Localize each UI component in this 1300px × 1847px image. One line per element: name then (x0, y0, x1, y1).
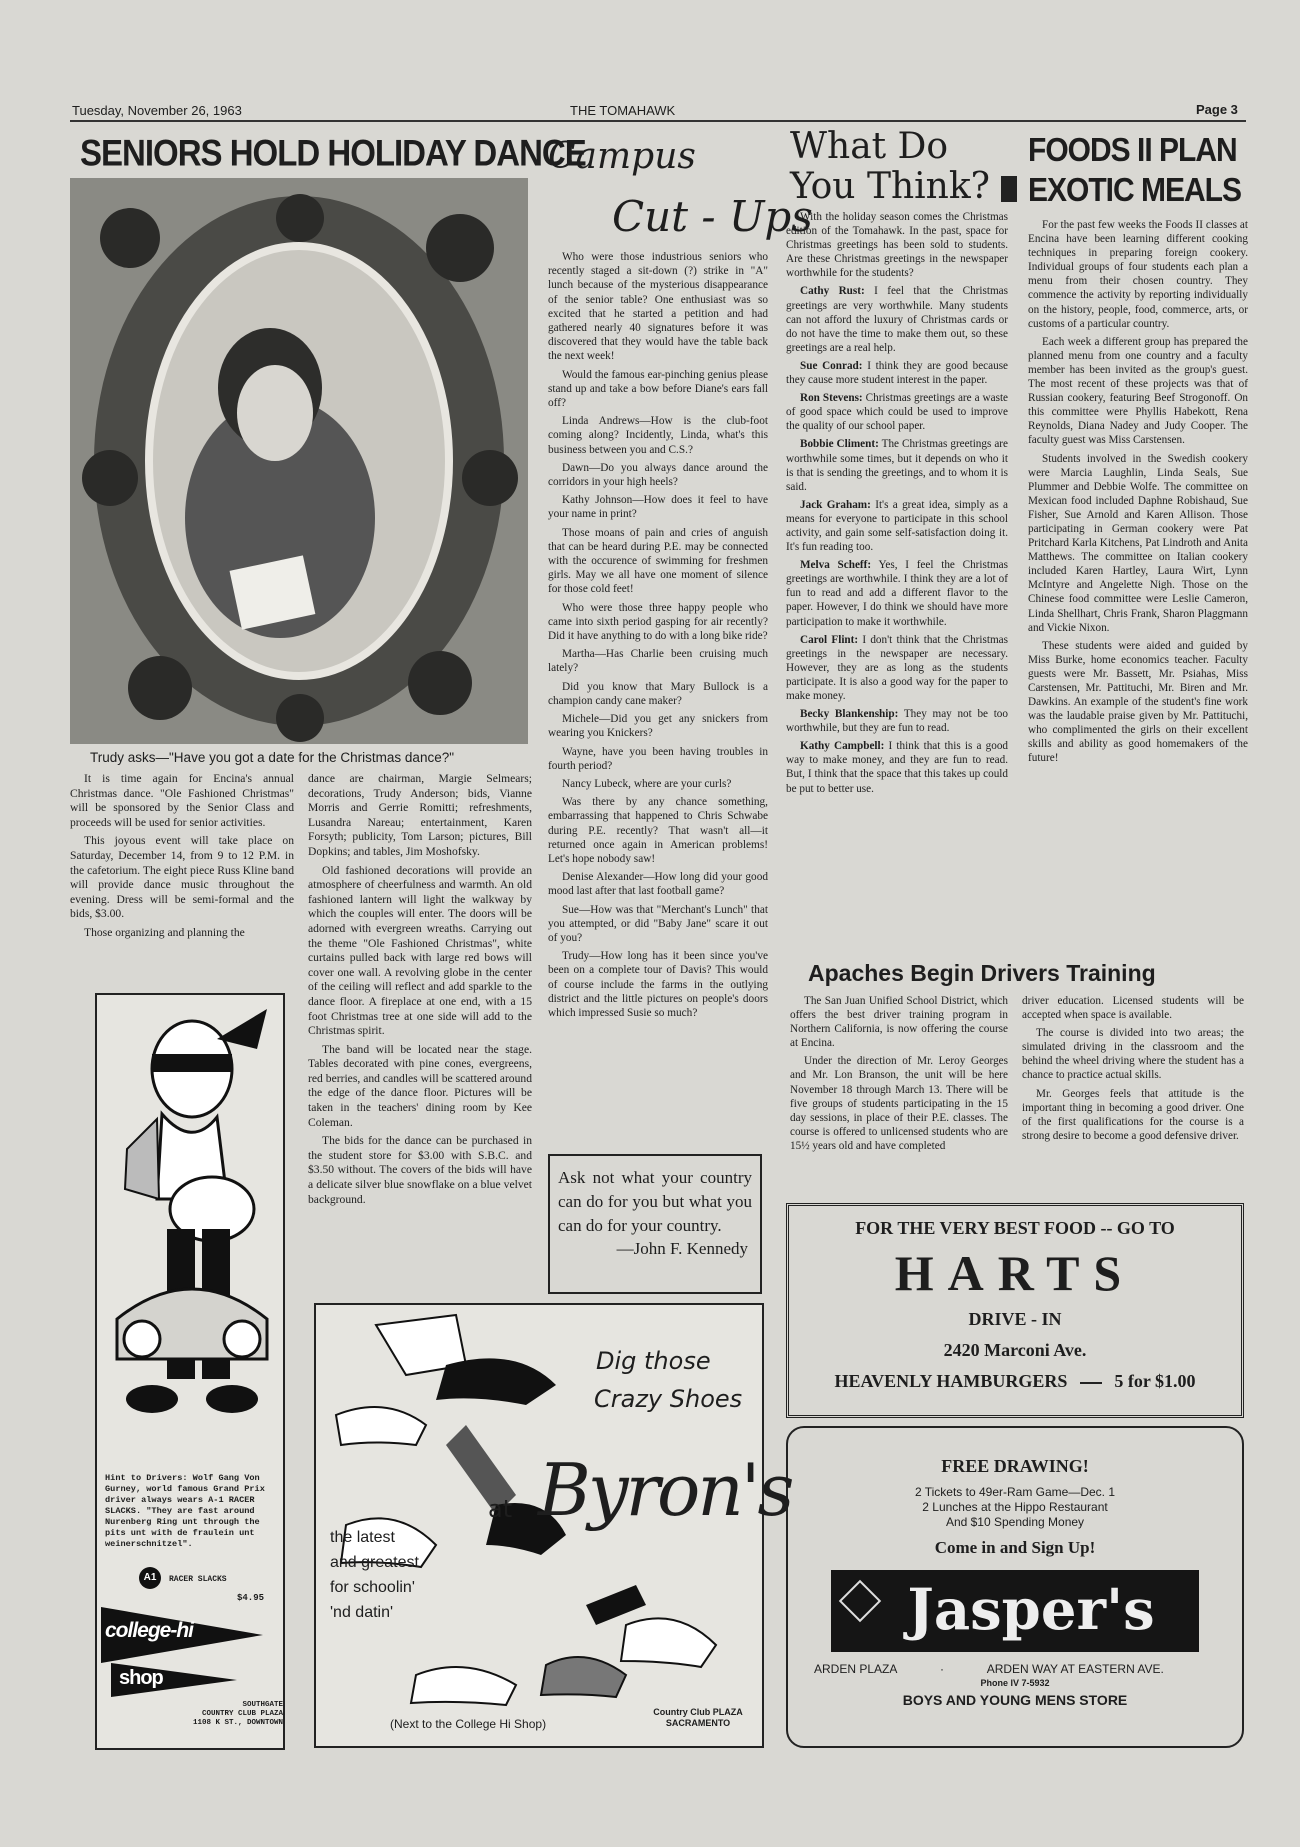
seniors-para: The band will be located near the stage. Tables decorated with pine cones, evergreens, red berries, and candles will be scattered around the edge of the dance floor. Pictures will be taken in the teachers' dining room by Kee Coleman. (308, 1042, 532, 1129)
jaspers-logo: Jasper's (907, 1577, 1155, 1643)
seniors-para: The bids for the dance can be purchased in the student store for $3.00 with S.B.C. and $3.50 without. The covers of the bids will have a delicate silver blue snowflake on a blue velvet background. (308, 1134, 532, 1206)
cutups-para: Denise Alexander—How long did your good mood last after that last football game? (548, 871, 768, 898)
masthead-page: Page 3 (1196, 102, 1238, 117)
apaches-para: Mr. Georges feels that attitude is the important thing in becoming a good driver. One of the first qualifications for the course is a strong desire to become a good defensive driver. (1022, 1087, 1244, 1142)
racer-slacks-hint: Hint to Drivers: Wolf Gang Von Gurney, world famous Grand Prix driver always wears A-1 RACER SLACKS. "They are fast around Nurenberg Ring unt through the pits unt with de fraulein unt weinerschnitzel". (105, 1473, 265, 1549)
kennedy-quote-box (548, 1154, 762, 1294)
seniors-col2 (308, 772, 532, 1211)
seniors-para: Those organizing and planning the (84, 925, 245, 939)
respondent-name: Cathy Rust: (800, 285, 865, 298)
byrons-logo: Byron's (538, 1448, 792, 1532)
college-hi-ad (95, 993, 285, 1750)
foods-column (1028, 218, 1248, 770)
byrons-slogan-2: Crazy Shoes (594, 1385, 743, 1413)
cutups-para: Nancy Lubeck, where are your curls? (562, 777, 732, 790)
question-box-icon (1001, 176, 1017, 202)
cutups-title-1: Campus (548, 136, 696, 177)
jaspers-loc1: ARDEN PLAZA (814, 1662, 897, 1676)
apaches-para: The course is divided into two areas; the simulated driving in the classroom and the behind the wheel driving where the student has a chance to practice actual skills. (1022, 1027, 1244, 1082)
think-answer (786, 359, 1008, 387)
jaspers-loc2: ARDEN WAY AT EASTERN AVE. (986, 1662, 1164, 1676)
respondent-text: Christmas greetings are a waste of good space which could be used to improve the quality of our school paper. (786, 392, 1009, 433)
apaches-headline: Apaches Begin Drivers Training (808, 960, 1156, 986)
apaches-para: driver education. Licensed students will be accepted when space is available. (1022, 995, 1244, 1022)
cutups-para: Did you know that Mary Bullock is a champion candy cane maker? (548, 680, 768, 707)
driver-illustration-icon (97, 999, 283, 1459)
foods-para: Each week a different group has prepared the planned menu from one country and a faculty member has been invited as the group's guest. The most recent of these projects was that of Russian cookery, featuring Beef Strogonoff. On this committee were Phyllis Habekott, Rena Reynolds, Diana Nadey and Judy Cooper. The faculty guest was Miss Carstensen. (1028, 335, 1248, 447)
harts-price: 5 for $1.00 (1114, 1371, 1196, 1391)
respondent-name: Carol Flint: (800, 633, 859, 646)
seniors-para: Old fashioned decorations will provide an atmosphere of cheerfulness and warmth. An old fashioned lantern will light the walkway by which the couples will enter. The doors will be adorned with evergreen wreaths. Carrying out the theme "Ole Fashioned Christmas", white curtains pulled back with large red bows will cover one wall. A revolving globe in the center of the ceiling will reflect and add sparkle to the dance floor. A fireplace at one end, with a 15 foot Christmas tree at one side will add to the Christmas spirit. (308, 863, 532, 1038)
prize-line: 2 Tickets to 49er-Ram Game—Dec. 1 (914, 1485, 1116, 1499)
respondent-text: Yes, I feel the Christmas greetings are worthwhile. I think they are a lot of fun to read and add a different flavor to the paper. However, I do think we should have more participation to make it worthwhile. (786, 559, 1008, 628)
respondent-name: Ron Stevens: (800, 392, 863, 405)
seniors-para: It is time again for Encina's annual Christmas dance. "Ole Fashioned Christmas" will be sponsored by the Senior Class and proceeds will be used for senior activities. (70, 772, 294, 829)
masthead-rule (70, 120, 1246, 122)
cutups-para: Trudy—How long has it been since you've been on a complete tour of Davis? This would of course include the farms in the outlying district and the little pictures on people's doors which impressed Susie so much? (548, 950, 768, 1019)
respondent-text: I think they are good because they cause more student interest in the paper. (786, 359, 1009, 387)
respondent-name: Kathy Campbell: (800, 740, 885, 753)
college-hi-address (193, 1701, 283, 1728)
respondent-text: The Christmas greetings are worthwhile some times, but it depends on who it is that is sending the greetings, and to whom it is said. (786, 438, 1008, 493)
prize-line: 2 Lunches at the Hippo Restaurant (922, 1500, 1108, 1514)
foods-headline-1: FOODS II PLAN (1028, 132, 1237, 169)
harts-slogan: HEAVENLY HAMBURGERS (834, 1371, 1068, 1391)
seniors-para: This joyous event will take place on Saturday, December 14, from 9 to 12 P.M. in the cafetorium. The eight piece Russ Kline band will provide dance music throughout the evening. Dress will be semi-formal and the bids, $3.00. (70, 834, 294, 921)
byrons-slogan-1: Dig those (596, 1347, 711, 1375)
apaches-col1 (790, 994, 1008, 1157)
a1-badge: A1 (139, 1567, 161, 1589)
think-column (786, 210, 1008, 800)
think-intro: With the holiday season comes the Christmas edition of the Tomahawk. In the past, space for Christmas greetings has been sold to students. Are these Christmas greetings in the newspaper worthwhile for the students? (786, 211, 1008, 280)
harts-slogan-row (789, 1371, 1241, 1392)
cutups-column (548, 250, 768, 1024)
foods-para: Students involved in the Swedish cookery were Marcia Laughlin, Linda Seals, Sue Plummer and Debbie Wolfe. The committee on Mexican food included Daphne Robishaud, Sue Fisher, Sue Arnold and Karen Allison. Those participating in German cookery were Pat Pritchard Karla Kitchens, Pat Lindroth and Anita Matthews. The committee on Italian cookery included Karen Hartley, Laura Wirt, Lynn McIntyre and Angelette Nigh. Those on the Chinese food committee were Leslie Cameron, Linda Shellhart, Chris Frank, Sharon Plaggmann and Vickie Nixon. (1028, 452, 1248, 634)
respondent-text: I think that this is a good way to make money, and they are fun to read. But, I think that the space that this takes up could be put to better use. (786, 740, 1009, 795)
address-line: COUNTRY CLUB PLAZA (201, 1710, 283, 1718)
apaches-col2 (1022, 994, 1244, 1147)
respondent-name: Jack Graham: (800, 498, 871, 511)
harts-name: HARTS (894, 1245, 1136, 1301)
jaspers-store: BOYS AND YOUNG MENS STORE (902, 1692, 1128, 1708)
cutups-para: Sue—How was that "Merchant's Lunch" that you attempted, or did "Baby Jane" scare it out of you? (548, 903, 768, 944)
think-answer (786, 437, 1008, 493)
harts-address: 2420 Marconi Ave. (943, 1340, 1087, 1360)
respondent-text: I feel that the Christmas greetings are very worthwhile. Many students can not afford the luxury of Christmas cards or do not have the time to make them out, so these greetings are a real help. (786, 285, 1009, 354)
seniors-headline: SENIORS HOLD HOLIDAY DANCE (80, 132, 586, 174)
think-answer (786, 558, 1008, 628)
harts-ad (786, 1203, 1244, 1418)
cutups-para: Dawn—Do you always dance around the corridors in your high heels? (548, 461, 768, 489)
respondent-text: They may not be too worthwhile, but they are fun to read. (786, 708, 1008, 735)
cutups-para: Who were those industrious seniors who recently staged a sit-down (?) strike in "A" lunch because of the mysterious disappearance of the senior table? One enthusiast was so excited that he started a petition and had gathered nearly 40 signatures before it was discovered that they would have the table back the next week! (548, 251, 768, 363)
harts-line1: FOR THE VERY BEST FOOD -- GO TO (855, 1218, 1175, 1238)
harts-dash (1080, 1382, 1102, 1384)
cutups-para: Michele—Did you get any snickers from wearing you Knickers? (548, 713, 768, 740)
address-line: 1108 K ST., DOWNTOWN (193, 1719, 284, 1727)
think-answer (786, 284, 1008, 354)
tagline-line: 'nd datin' (330, 1604, 394, 1621)
college-hi-name: college-hi (105, 1619, 194, 1642)
apaches-para: The San Juan Unified School District, which offers the best driver training program in Northern California, is now offering the course at Encina. (790, 995, 1008, 1050)
address-line: SOUTHGATE (242, 1701, 283, 1709)
kennedy-author: —John F. Kennedy (616, 1239, 748, 1258)
jaspers-logo-band (831, 1570, 1199, 1652)
think-answer (786, 391, 1008, 433)
jaspers-ad (786, 1426, 1244, 1748)
jaspers-prizes (788, 1485, 1242, 1530)
respondent-name: Sue Conrad: (800, 359, 863, 372)
cutups-para: Who were those three happy people who came into sixth period gasping for air recently? Did it have anything to do with a long bike ride? (548, 601, 768, 643)
jaspers-title: FREE DRAWING! (941, 1456, 1089, 1476)
apaches-para: Under the direction of Mr. Leroy Georges and Mr. Lon Branson, the unit will be here November 18 through March 13. There will be five groups of students participating in the 15 day sessions, in place of their P.E. classes. The course is offered to unlicensed students who are 15½ years old and have completed (790, 1055, 1008, 1152)
respondent-name: Bobbie Climent: (800, 438, 879, 451)
jaspers-location (788, 1662, 1242, 1676)
prize-line: And $10 Spending Money (945, 1515, 1085, 1529)
cutups-para: Was there by any chance something, embarrassing that happened to Chris Schwabe during P.E. recently? That wasn't all—it returned once again in American problems! Let's hope nobody saw! (548, 796, 768, 865)
racer-slacks-price: $4.95 (237, 1593, 265, 1603)
tagline-line: the latest (330, 1529, 395, 1546)
kennedy-quote: Ask not what your country can do for you but what you can do for your country. (558, 1168, 752, 1235)
masthead-paper: THE TOMAHAWK (570, 103, 676, 118)
harts-drive-in: DRIVE - IN (968, 1309, 1062, 1329)
jaspers-signup: Come in and Sign Up! (934, 1538, 1096, 1557)
respondent-text: I don't think that the Christmas greetings in the newspaper are necessary. However, they are as long as the students participate. It is also a good way for the paper to make money. (786, 633, 1008, 702)
foods-para: For the past few weeks the Foods II classes at Encina have been learning different cooking techniques in preparing foreign cookery. Individual groups of four students each plan a menu from their chosen country. They commence the activity by reporting individually on the history, people, food, commerce, arts, or customs of a particular country. (1028, 219, 1248, 330)
photo-caption: Trudy asks—"Have you got a date for the Christmas dance?" (90, 750, 455, 765)
byrons-footer: (Next to the College Hi Shop) (390, 1717, 547, 1731)
tagline-line: for schoolin' (330, 1579, 415, 1596)
cutups-para: Kathy Johnson—How does it feel to have your name in print? (548, 494, 768, 521)
cutups-para: Those moans of pain and cries of anguish that can be heard during P.E. may be connected with the occurence of swimming for freshmen girls. May we all have one moment of silence for those cold feet! (548, 526, 768, 596)
cutups-title-2: Cut - Ups (612, 192, 813, 241)
jaspers-phone: Phone IV 7-5932 (980, 1678, 1050, 1688)
racer-slacks-brand: RACER SLACKS (169, 1575, 227, 1584)
think-answer (786, 739, 1008, 795)
byrons-location (648, 1707, 748, 1729)
byrons-tagline (330, 1525, 419, 1625)
masthead-date: Tuesday, November 26, 1963 (72, 103, 242, 118)
think-answer (786, 707, 1008, 735)
byrons-ad (314, 1303, 792, 1748)
foods-para: These students were aided and guided by Miss Burke, home economics teacher. Faculty guests were Mr. Bassett, Mr. Psiahas, Miss Carstensen, Mr. Pattituchi, Mr. Biren and Mr. Dawkins. An example of the student's fine work was the laudable praise given by Mr. Pattituchi, who complimented the girls on their excellent skills and ability as good homemakers of the future! (1028, 639, 1248, 765)
cutups-para: Would the famous ear-pinching genius please stand up and take a bow before Diane's ears fall off? (548, 368, 768, 410)
seniors-para: dance are chairman, Margie Selmears; decorations, Trudy Anderson; bids, Vianne Morris and Gerrie Romitti; refreshments, Lusandra Nareau; entertainment, Karen Forsyth; publicity, Tom Larson; pictures, Bill Dopkins; and tables, Jim Moshofsky. (308, 772, 532, 858)
tagline-line: and greatest (330, 1554, 419, 1571)
shop-name: shop (119, 1667, 163, 1689)
think-title-text: You Think? (790, 166, 990, 207)
think-answer (786, 498, 1008, 554)
respondent-name: Becky Blankenship: (800, 708, 899, 721)
think-title-2 (790, 166, 1017, 207)
respondent-name: Melva Scheff: (800, 559, 872, 572)
respondent-text: It's a great idea, simply as a means for everyone to participate in this school activity, and gain some self-satisfaction doing it. It's fun reading too. (786, 498, 1009, 554)
jaspers-dot: · (940, 1662, 945, 1676)
foods-headline-2: EXOTIC MEALS (1028, 172, 1242, 209)
location-line: SACRAMENTO (665, 1718, 731, 1728)
cutups-para: Linda Andrews—How is the club-foot coming along? Incidently, Linda, what's this business between you and C.S.? (548, 415, 768, 456)
think-title-1: What Do (790, 126, 949, 167)
cutups-para: Wayne, have you been having troubles in fourth period? (548, 745, 768, 772)
byrons-at: at (488, 1495, 513, 1523)
cutups-para: Martha—Has Charlie been cruising much lately? (548, 648, 768, 675)
wreath-photo (70, 178, 528, 744)
seniors-col1 (70, 772, 294, 945)
location-line: Country Club PLAZA (653, 1707, 743, 1717)
think-answer (786, 633, 1008, 703)
